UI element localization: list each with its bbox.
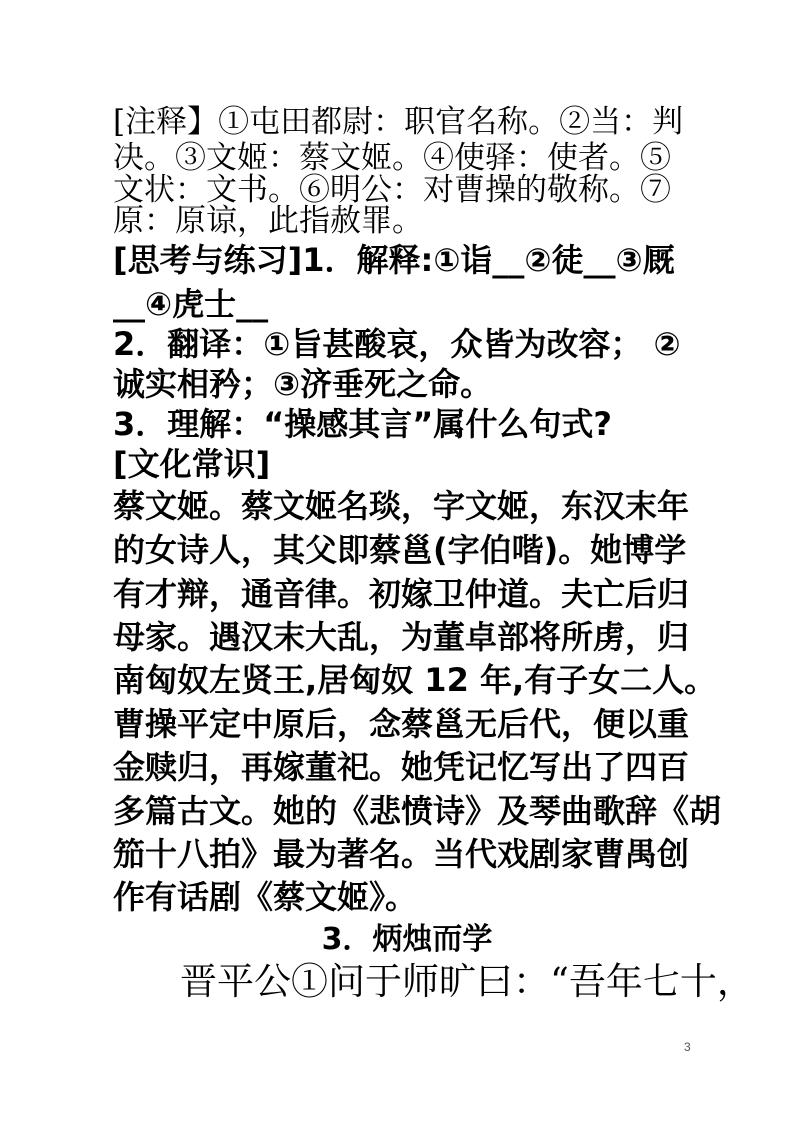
exercise-line-5: 3．理解：“操感其言”属什么句式? <box>113 405 612 443</box>
exercise-line-3: 2．翻译：①旨甚酸哀，众皆为改容； ② <box>113 325 681 363</box>
exercise-line-4: 诚实相矜；③济垂死之命。 <box>113 365 493 403</box>
section-title: 3．炳烛而学 <box>321 922 493 957</box>
culture-line-4: 母家。遇汉末大乱，为董卓部将所虏，归 <box>113 618 690 656</box>
exercise-line-2: __④虎士__ <box>113 285 269 323</box>
culture-heading: [文化常识] <box>113 445 271 483</box>
culture-line-3: 有才辩，通音律。初嫁卫仲道。夫亡后归 <box>113 575 690 613</box>
note-line-3: 文状：文书。⑥明公：对曹操的敬称。⑦ <box>113 172 671 208</box>
culture-line-2: 的女诗人，其父即蔡邕(字伯喈)。她博学 <box>113 531 687 569</box>
section-opening-line: 晋平公①问于师旷曰：“吾年七十， <box>180 960 754 1003</box>
note-line-1: [注释】①屯田都尉：职官名称。②当：判 <box>113 104 684 140</box>
culture-line-6: 曹操平定中原后，念蔡邕无后代，便以重 <box>113 705 690 743</box>
culture-line-1: 蔡文姬。蔡文姬名琰，字文姬，东汉末年 <box>113 487 690 525</box>
culture-line-9: 笳十八拍》最为著名。当代戏剧家曹禺创 <box>113 835 690 873</box>
note-line-4: 原：原谅，此指赦罪。 <box>113 203 423 239</box>
culture-line-8: 多篇古文。她的《悲愤诗》及琴曲歌辞《胡 <box>113 792 722 830</box>
culture-line-5: 南匈奴左贤王,居匈奴 12 年,有子女二人。 <box>113 661 717 699</box>
note-line-2: 决。③文姬：蔡文姬。④使驿：使者。⑤ <box>113 140 671 176</box>
culture-line-10: 作有话剧《蔡文姬》。 <box>113 878 418 916</box>
culture-line-7: 金赎归，再嫁董祀。她凭记忆写出了四百 <box>113 748 690 786</box>
page-number: 3 <box>684 1040 691 1054</box>
exercise-line-1: [思考与练习]1．解释:①诣__②徒__③厩 <box>113 241 675 279</box>
